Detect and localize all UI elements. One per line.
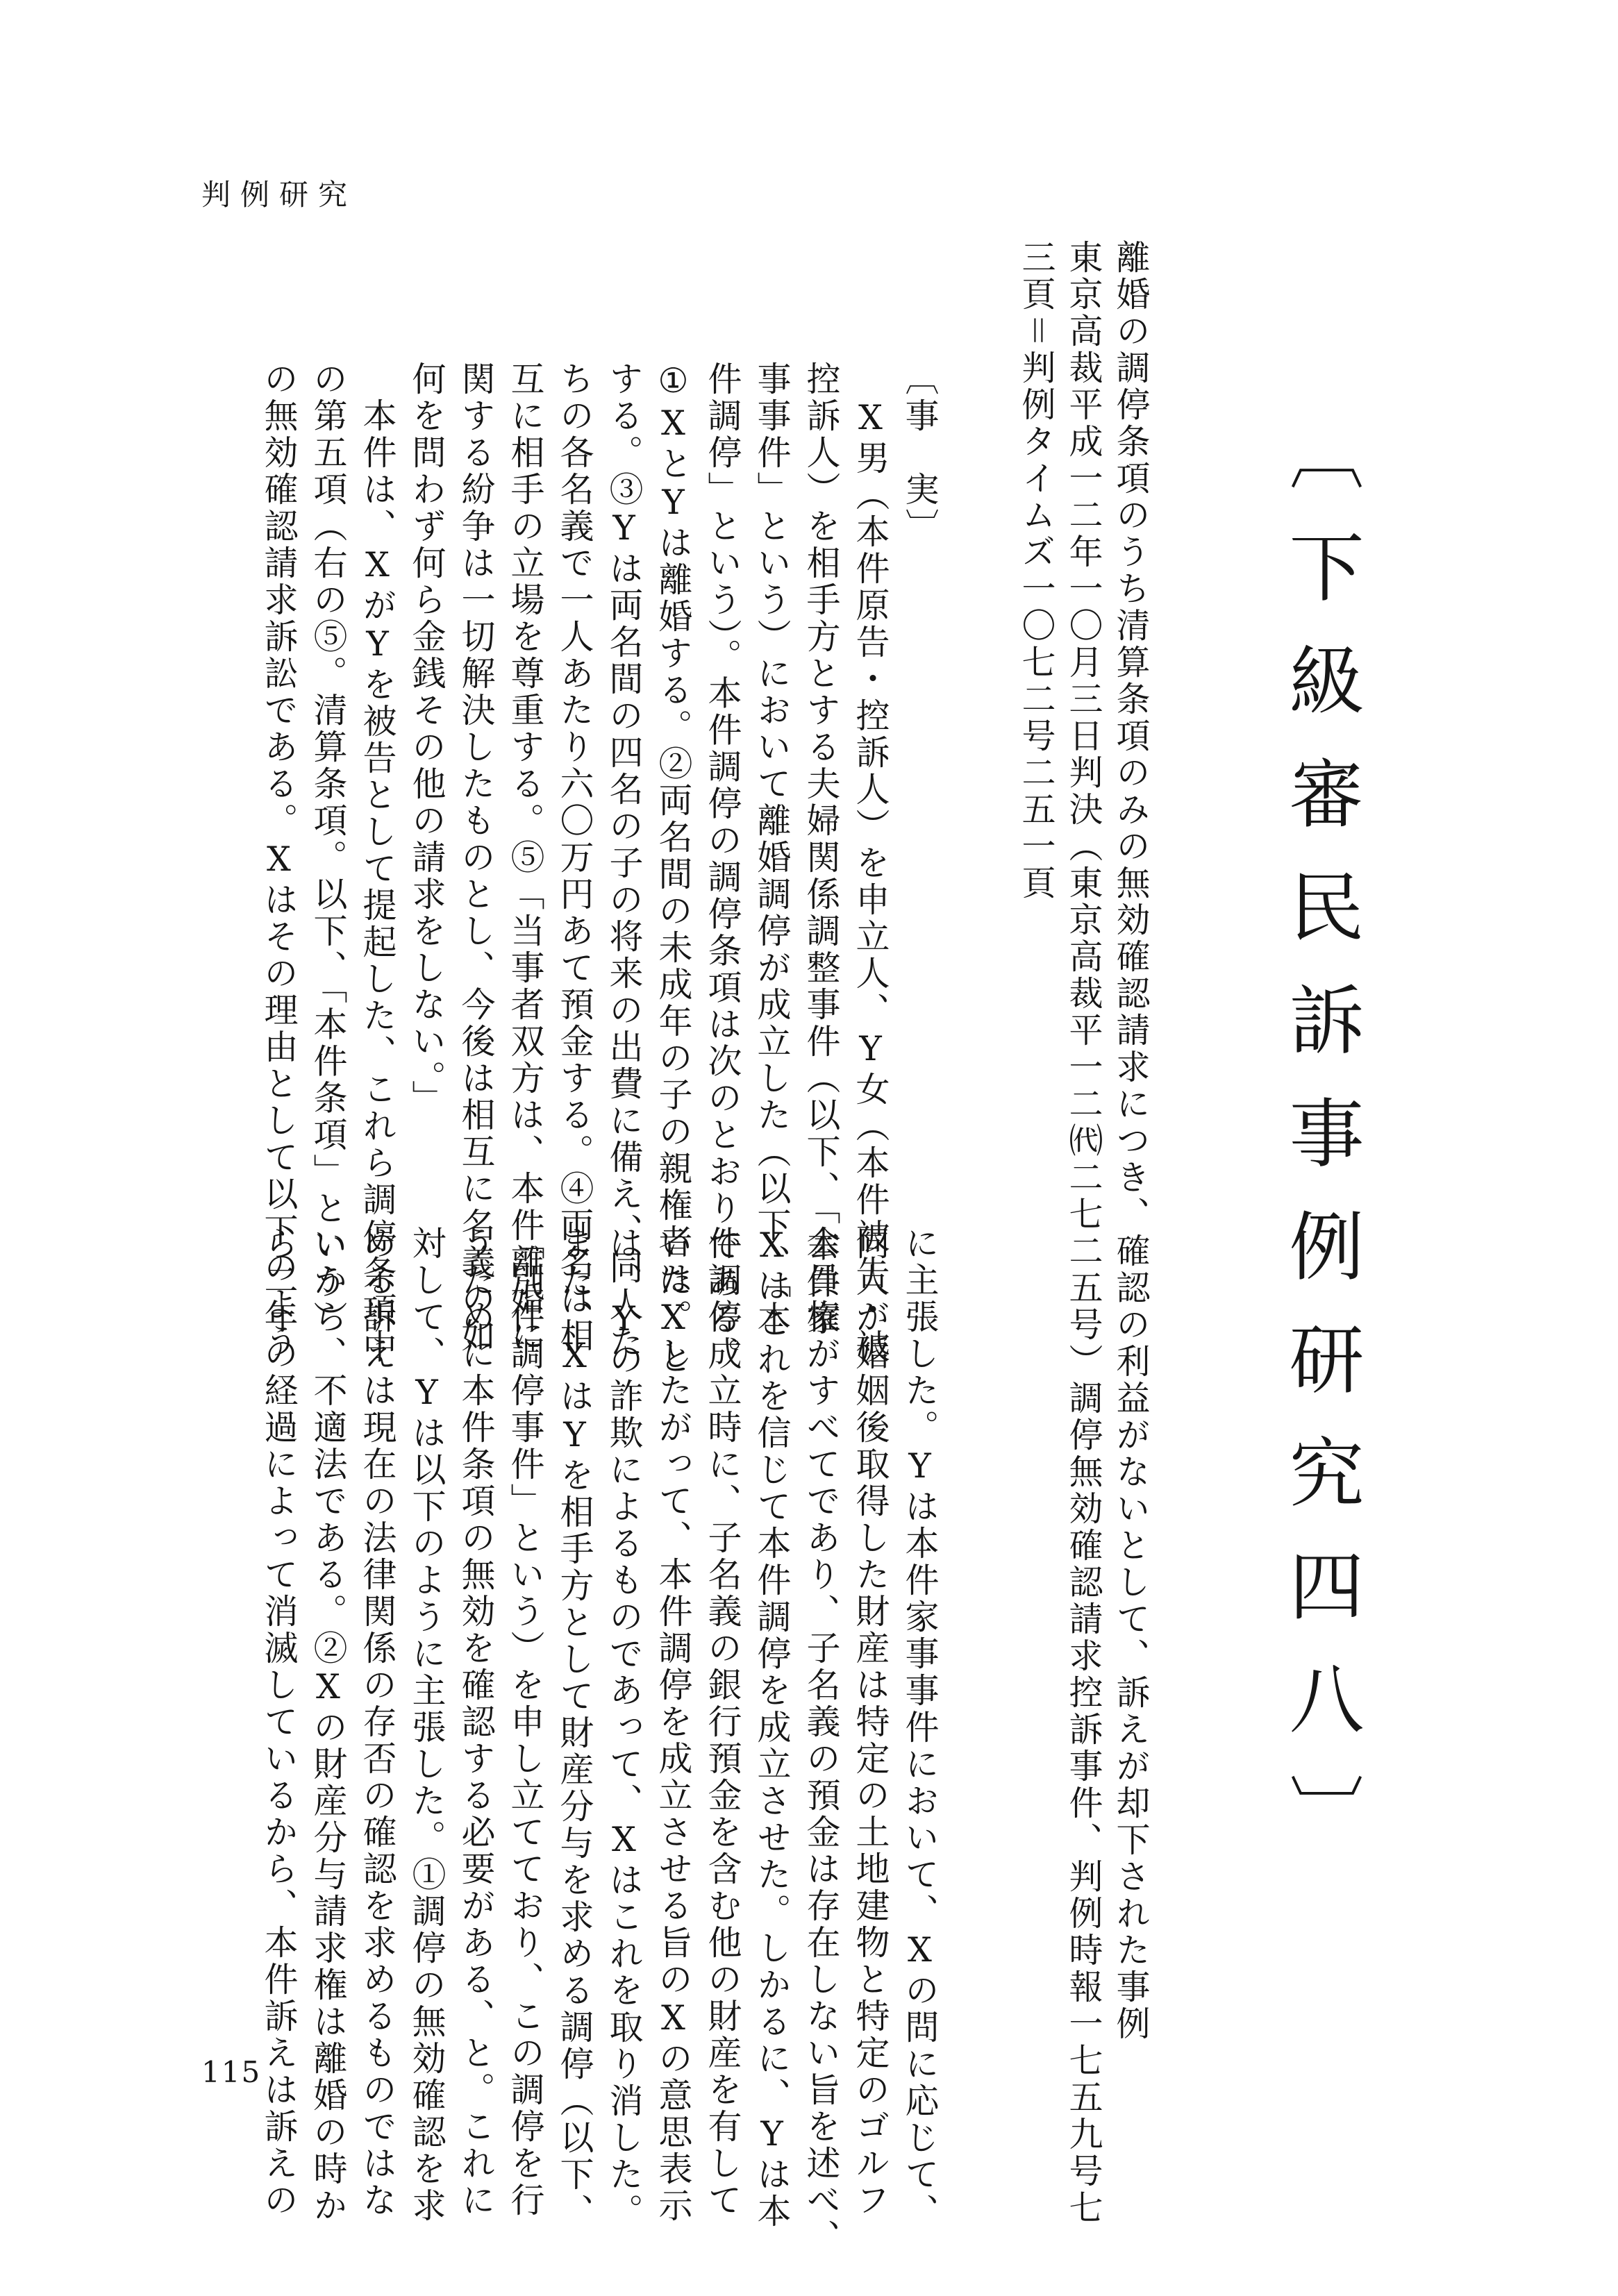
body-line: いから、不適法である。②Xの財産分与請求権は離婚の時か — [308, 1225, 348, 2224]
body-line: Xはこれを信じて本件調停を成立させた。しかるに、Yは本 — [752, 1225, 792, 2230]
body-line: 本件は、XがYを被告として提起した、これら調停条項中 — [358, 361, 397, 1366]
body-line: の無効確認請求訴訟である。Xはその理由として以下のよう — [259, 361, 299, 1360]
section-heading-facts: 〔事 実〕 — [900, 361, 940, 545]
body-line: また、XはYを相手方として財産分与を求める調停（以下、 — [555, 1225, 594, 2230]
body-line: 事事件」という）において離婚調停が成立した（以下、「本 — [752, 361, 792, 1338]
body-line: 「別件調停事件」という）を申し立てており、この調停を行 — [506, 1225, 545, 2219]
body-line: 互に相手の立場を尊重する。⑤「当事者双方は、本件離婚に — [506, 361, 545, 1355]
body-line: X男（本件原告・控訴人）を申立人、Y女（本件被告・被 — [851, 361, 890, 1366]
body-line: は、Yの詐欺によるものであって、Xはこれを取り消した。 — [604, 1225, 644, 2230]
running-header: 判例研究 — [201, 178, 358, 212]
body-line: 控訴人）を相手方とする夫婦関係調整事件（以下、「本件家 — [801, 361, 841, 1338]
body-line: ら二年の経過によって消滅しているから、本件訴えは訴えの — [259, 1225, 299, 2219]
body-line: いた。したがって、本件調停を成立させる旨のXの意思表示 — [653, 1225, 693, 2224]
body-line: ちの各名義で一人あたり六〇万円あて預金する。④両名は相 — [555, 361, 594, 1355]
body-line: の第五項（右の⑤。清算条項。以下、「本件条項」という） — [308, 361, 348, 1338]
body-line: 関する紛争は一切解決したものとし、今後は相互に名義の如 — [456, 361, 496, 1355]
case-title-line: 離婚の調停条項のうち清算条項のみの無効確認請求につき、確認の利益がないとして、訴えが却下された事例 — [1111, 240, 1151, 2043]
body-line: 同人が婚姻後取得した財産は特定の土地建物と特定のゴルフ — [851, 1225, 890, 2219]
body-text-upper — [254, 361, 944, 1377]
body-line: する。③Yは両名間の四名の子の将来の出費に備え、同人た — [604, 361, 644, 1360]
body-line: める訴えは現在の法律関係の存否の確認を求めるものではな — [358, 1225, 397, 2219]
body-text-lower — [254, 1225, 944, 2256]
case-citation-line: 三頁＝判例タイムズ一〇七二号二五一頁 — [1017, 240, 1056, 902]
case-citation-line: 東京高裁平成一二年一〇月三日判決（東京高裁平一二㈹二七二五号）調停無効確認請求控訴事件、判例時報一七五九号七 — [1064, 240, 1103, 2227]
body-line: 件調停成立時に、子名義の銀行預金を含む他の財産を有して — [703, 1225, 742, 2219]
body-line: 件調停」という）。本件調停の調停条項は次のとおりである。 — [703, 361, 742, 1375]
body-line: に主張した。Yは本件家事事件において、Xの問に応じて、 — [900, 1225, 940, 2230]
case-title — [1012, 240, 1154, 2227]
body-line: うために本件条項の無効を確認する必要がある、と。これに — [456, 1225, 496, 2219]
body-line: 何を問わず何ら金銭その他の請求をしない。」 — [407, 361, 447, 1117]
body-line: ①XとYは離婚する。②両名間の未成年の子の親権者はXと — [653, 361, 693, 1377]
series-title: 〔下級審民訴事例研究四八〕 — [1276, 415, 1363, 1886]
page-number: 115 — [201, 2055, 262, 2089]
body-line: 対して、Yは以下のように主張した。①調停の無効確認を求 — [407, 1225, 447, 2224]
body-line: 会員権がすべてであり、子名義の預金は存在しない旨を述べ、 — [801, 1225, 841, 2256]
